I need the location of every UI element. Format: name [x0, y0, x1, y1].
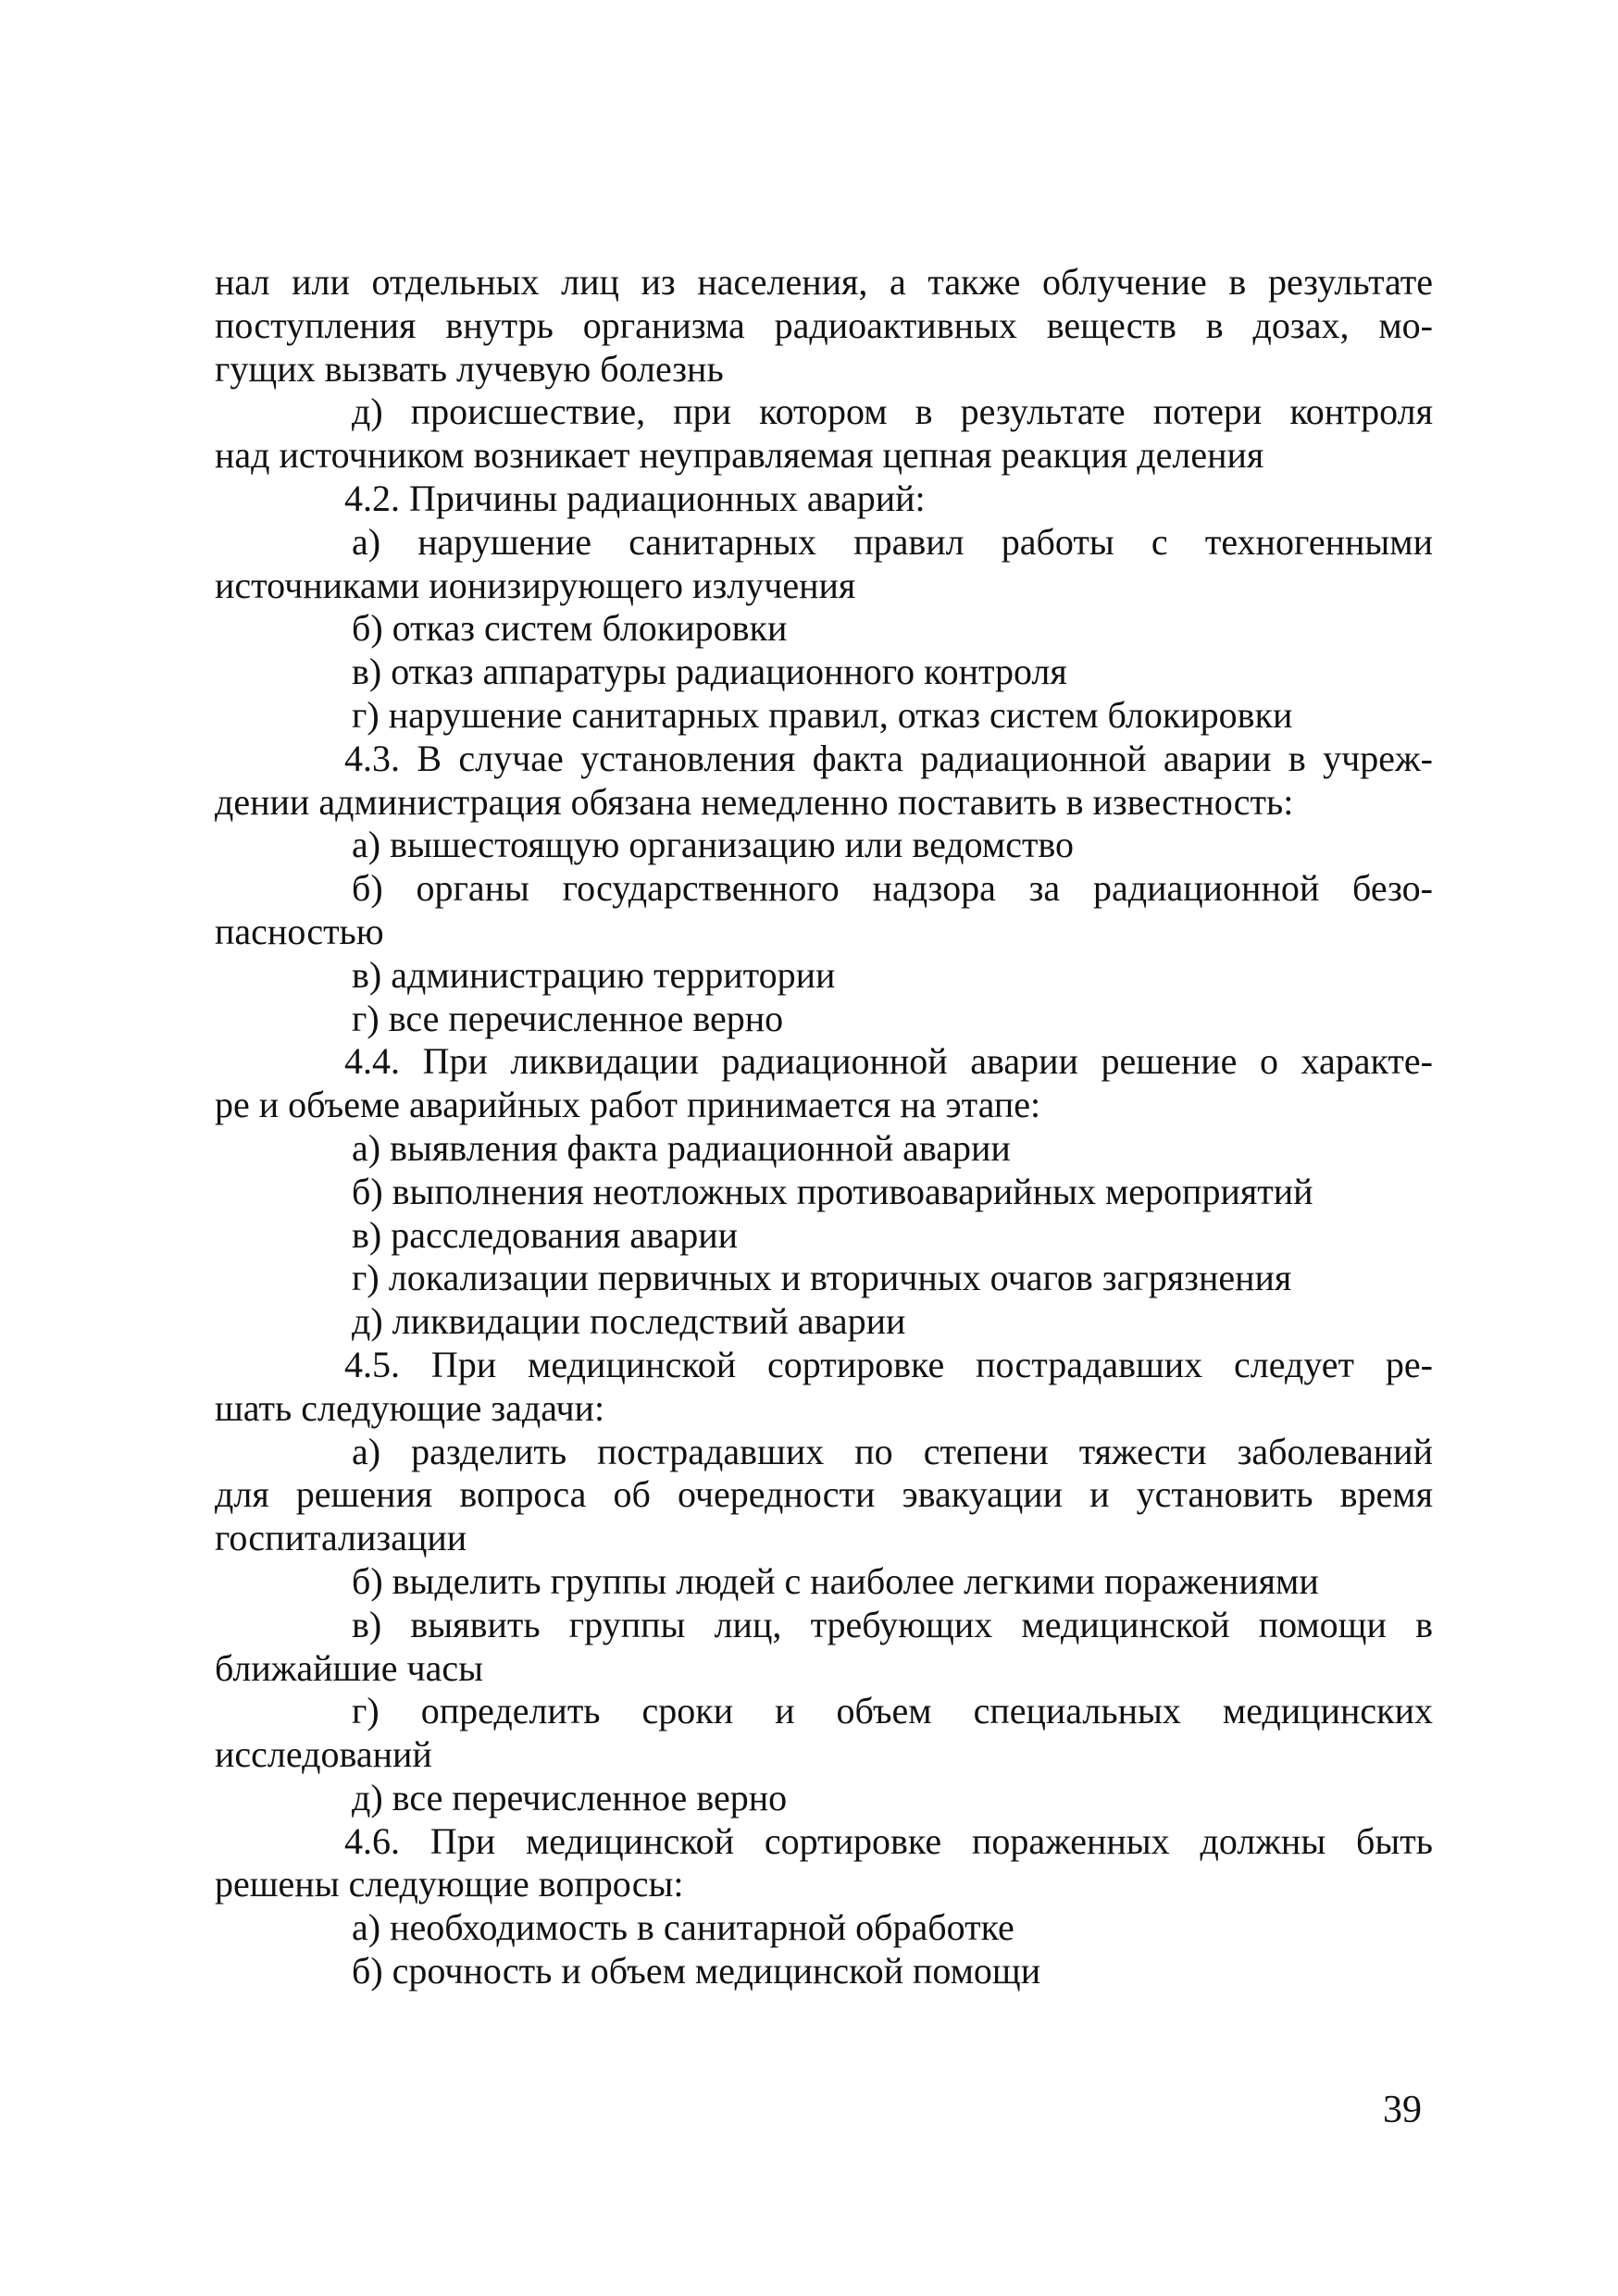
answer-option: а) разделить пострадавших по степени тяжести заболеваний	[352, 1430, 1433, 1472]
text-line: нал или отдельных лиц из населения, а также облучение в результате	[215, 261, 1433, 303]
answer-option: г) локализации первичных и вторичных очагов загрязнения	[352, 1257, 1292, 1299]
text-line: ре и объеме аварийных работ принимается на этапе:	[215, 1084, 1041, 1126]
answer-option: г) определить сроки и объем специальных медицинских	[352, 1690, 1433, 1732]
answer-option: д) происшествие, при котором в результате потери контроля	[352, 391, 1433, 433]
text-line: над источником возникает неуправляемая цепная реакция деления	[215, 434, 1264, 477]
answer-option: в) расследования аварии	[352, 1213, 739, 1256]
answer-option: г) все перечисленное верно	[352, 997, 784, 1039]
text-line: источниками ионизирующего излучения	[215, 564, 856, 606]
answer-option: в) выявить группы лиц, требующих медицинской помощи в	[352, 1603, 1433, 1645]
text-line: пасностью	[215, 910, 384, 952]
text-line: поступления внутрь организма радиоактивных веществ в дозах, мо-	[215, 304, 1433, 346]
answer-option: б) выполнения неотложных противоаварийных мероприятий	[352, 1170, 1313, 1212]
answer-option: б) срочность и объем медицинской помощи	[352, 1950, 1041, 1992]
answer-option: б) отказ систем блокировки	[352, 607, 788, 650]
answer-option: а) нарушение санитарных правил работы с техногенными	[352, 520, 1433, 563]
text-line: шать следующие задачи:	[215, 1386, 605, 1429]
answer-option: а) выявления факта радиационной аварии	[352, 1126, 1011, 1169]
text-line: дении администрация обязана немедленно поставить в известность:	[215, 780, 1294, 823]
question-heading: 4.3. В случае установления факта радиационной аварии в учреж-	[344, 737, 1433, 779]
text-line: гущих вызвать лучевую болезнь	[215, 347, 724, 390]
question-heading: 4.4. При ликвидации радиационной аварии решение о характе-	[344, 1040, 1433, 1083]
text-line: решены следующие вопросы:	[215, 1863, 684, 1905]
page-number: 39	[1383, 2089, 1422, 2131]
answer-option: а) вышестоящую организацию или ведомство	[352, 824, 1075, 866]
question-heading: 4.6. При медицинской сортировке пораженных должны быть	[344, 1819, 1433, 1862]
question-heading: 4.2. Причины радиационных аварий:	[344, 477, 926, 519]
text-line: госпитализации	[215, 1517, 467, 1559]
answer-option: б) органы государственного надзора за радиационной безо-	[352, 867, 1433, 910]
answer-option: д) все перечисленное верно	[352, 1776, 788, 1818]
text-line: ближайшие часы	[215, 1646, 483, 1689]
text-line: для решения вопроса об очередности эвакуации и установить время	[215, 1473, 1433, 1516]
answer-option: в) отказ аппаратуры радиационного контроля	[352, 651, 1067, 693]
answer-option: б) выделить группы людей с наиболее легкими поражениями	[352, 1559, 1319, 1602]
answer-option: в) администрацию территории	[352, 953, 836, 996]
question-heading: 4.5. При медицинской сортировке пострадавших следует ре-	[344, 1343, 1433, 1385]
answer-option: а) необходимость в санитарной обработке	[352, 1906, 1014, 1949]
answer-option: д) ликвидации последствий аварии	[352, 1300, 906, 1343]
text-line: исследований	[215, 1733, 432, 1776]
answer-option: г) нарушение санитарных правил, отказ систем блокировки	[352, 693, 1293, 736]
document-body	[215, 261, 1433, 1993]
